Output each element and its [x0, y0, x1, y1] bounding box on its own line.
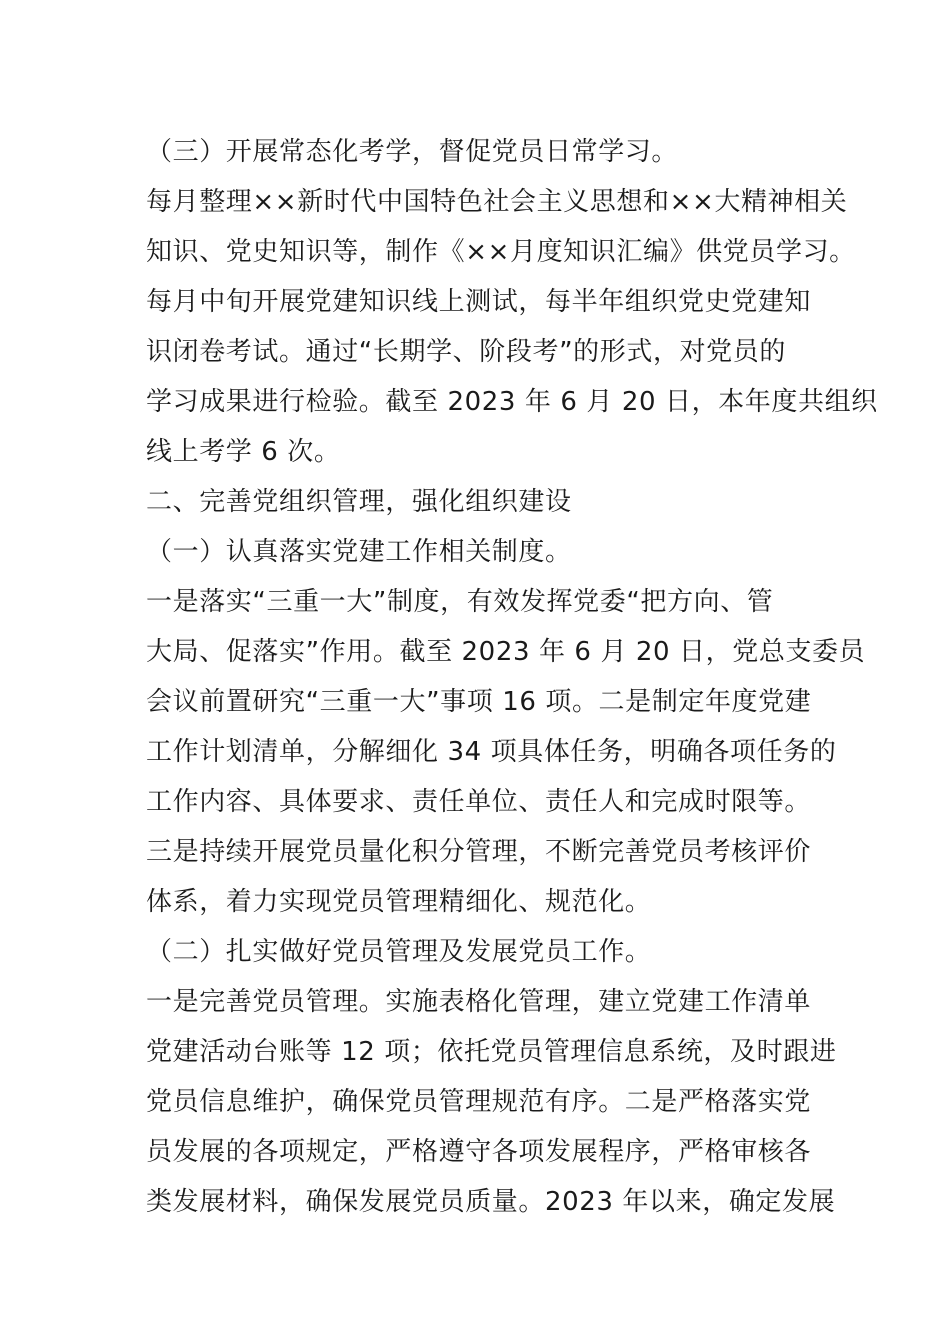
- chapter-heading-2: 二、完善党组织管理，强化组织建设: [146, 487, 572, 517]
- section-heading-1: （一）认真落实党建工作相关制度。: [146, 537, 572, 567]
- paragraph-line: 党建活动台账等 12 项；依托党员管理信息系统，及时跟进: [146, 1037, 837, 1067]
- paragraph-line: 三是持续开展党员量化积分管理，不断完善党员考核评价: [146, 837, 812, 867]
- section-heading-2: （二）扎实做好党员管理及发展党员工作。: [146, 937, 652, 967]
- paragraph-line: 大局、促落实”作用。截至 2023 年 6 月 20 日，党总支委员: [146, 637, 866, 667]
- paragraph-line: 学习成果进行检验。截至 2023 年 6 月 20 日，本年度共组织: [146, 387, 878, 417]
- paragraph-line: 工作内容、具体要求、责任单位、责任人和完成时限等。: [146, 787, 812, 817]
- paragraph-line: 会议前置研究“三重一大”事项 16 项。二是制定年度党建: [146, 687, 812, 717]
- paragraph-line: 每月中旬开展党建知识线上测试，每半年组织党史党建知: [146, 287, 812, 317]
- paragraph-line: 员发展的各项规定，严格遵守各项发展程序，严格审核各: [146, 1137, 812, 1167]
- section-heading-3: （三）开展常态化考学，督促党员日常学习。: [146, 137, 679, 167]
- paragraph-line: 党员信息维护，确保党员管理规范有序。二是严格落实党: [146, 1087, 812, 1117]
- paragraph-line: 一是完善党员管理。实施表格化管理，建立党建工作清单: [146, 987, 812, 1017]
- paragraph-line: 识闭卷考试。通过“长期学、阶段考”的形式，对党员的: [146, 337, 786, 367]
- paragraph-line: 线上考学 6 次。: [146, 437, 341, 467]
- paragraph-line: 类发展材料，确保发展党员质量。2023 年以来，确定发展: [146, 1187, 836, 1217]
- paragraph-line: 每月整理××新时代中国特色社会主义思想和××大精神相关: [146, 187, 848, 217]
- paragraph-line: 体系，着力实现党员管理精细化、规范化。: [146, 887, 652, 917]
- paragraph-line: 知识、党史知识等，制作《××月度知识汇编》供党员学习。: [146, 237, 856, 267]
- paragraph-line: 一是落实“三重一大”制度，有效发挥党委“把方向、管: [146, 587, 774, 617]
- paragraph-line: 工作计划清单，分解细化 34 项具体任务，明确各项任务的: [146, 737, 837, 767]
